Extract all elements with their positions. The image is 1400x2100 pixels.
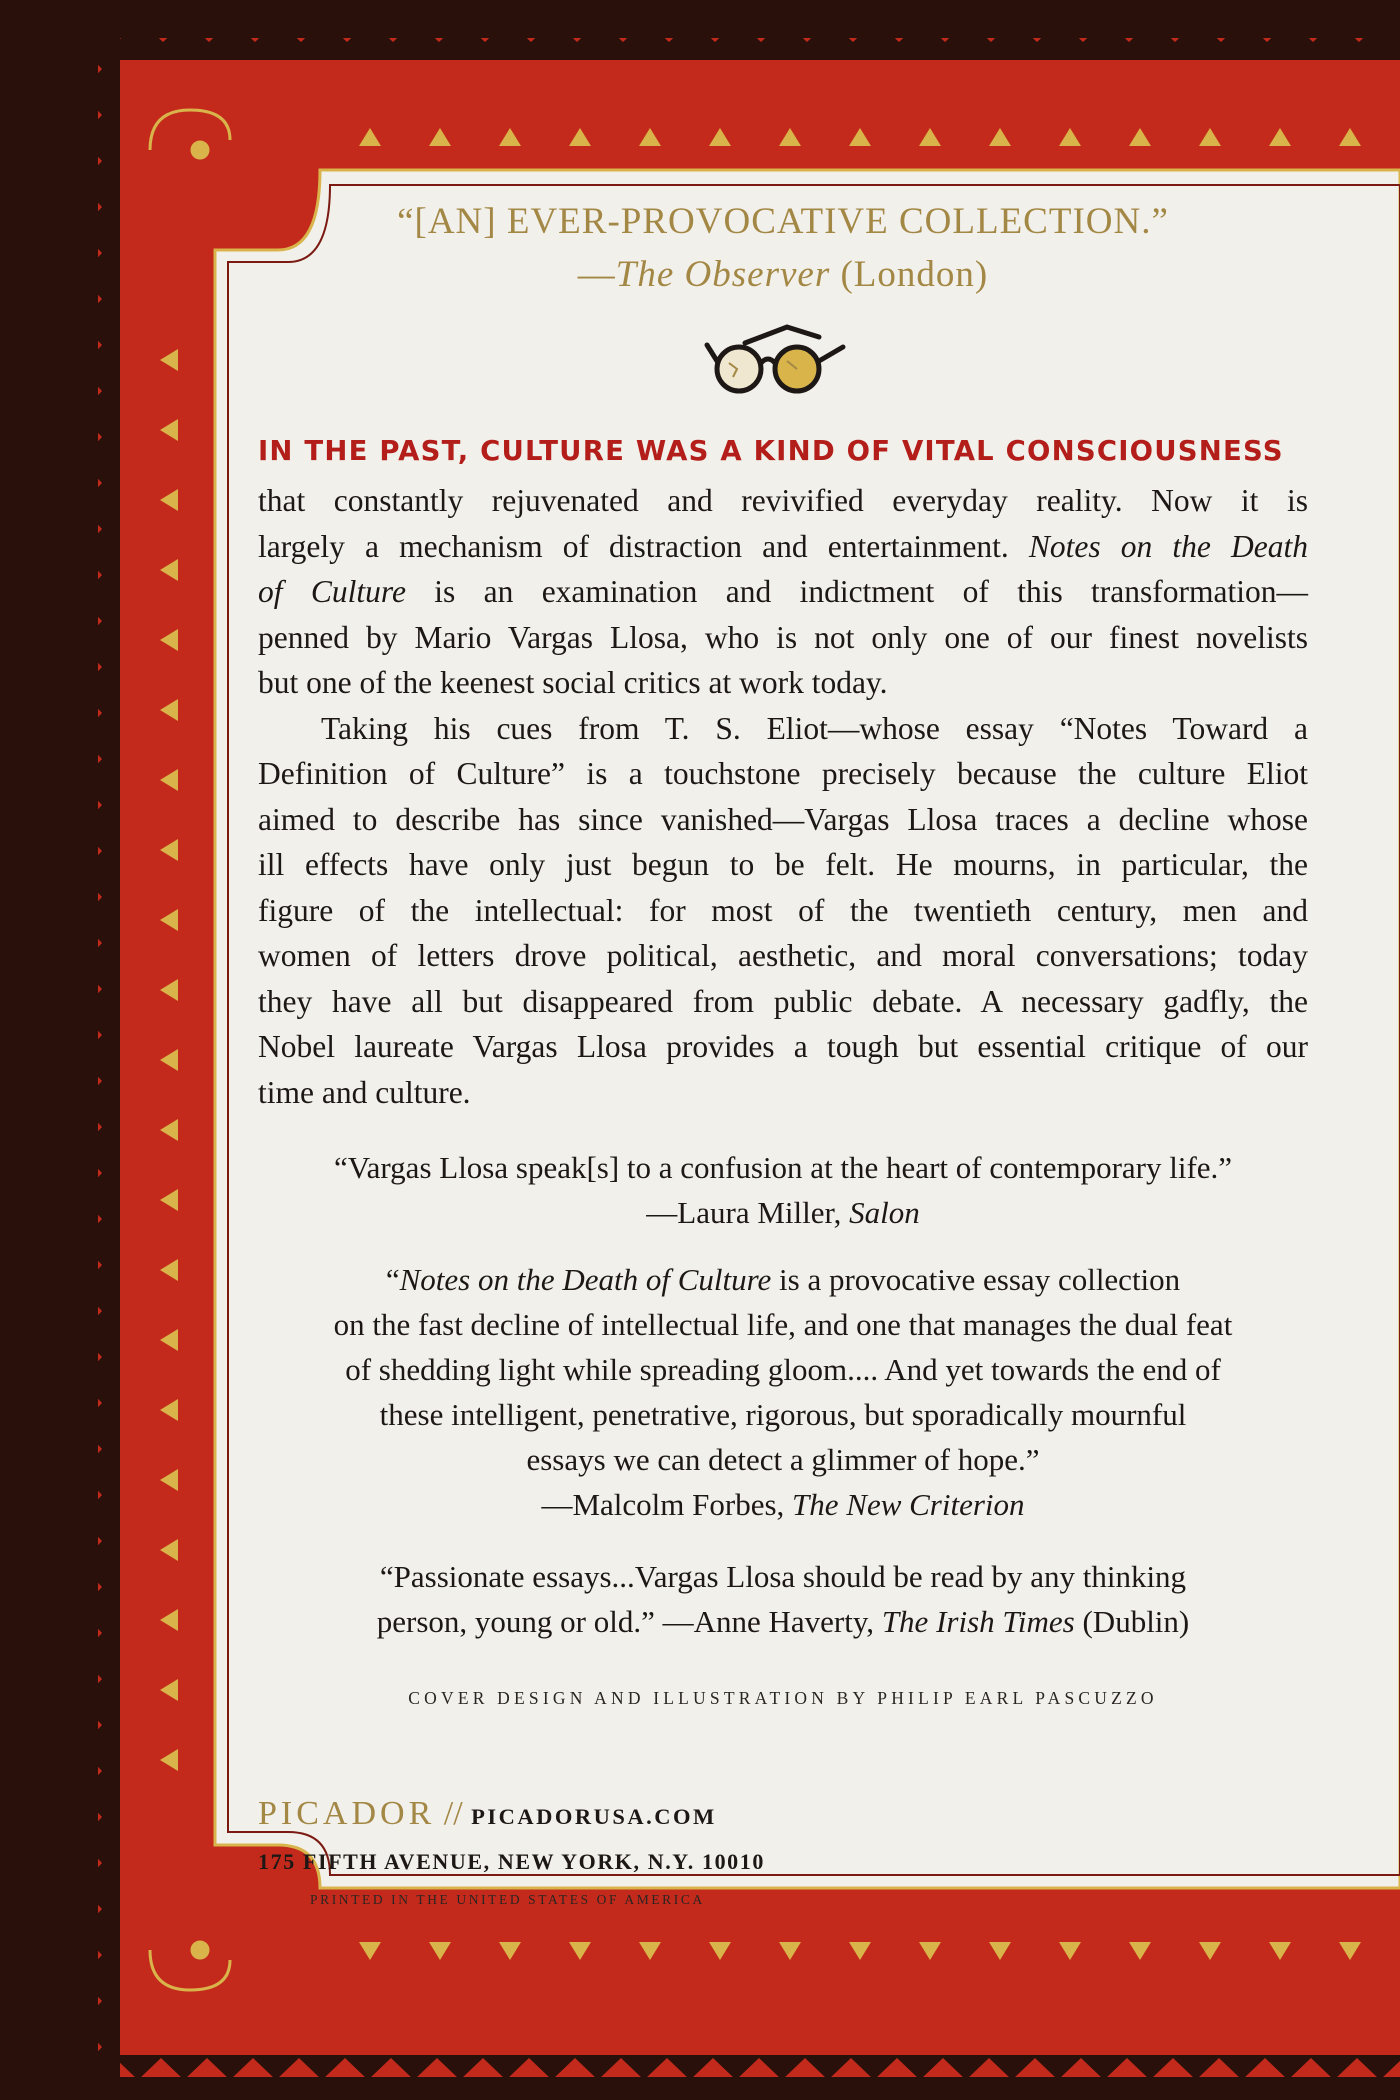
description-line: time and culture. [258,1074,471,1110]
description-line: Nobel laureate Vargas Llosa provides a tough but essential critique of our [258,1029,1308,1064]
description-line: Definition of Culture” is a touchstone precisely because the culture Eliot [258,756,1308,791]
glasses-icon [701,317,851,417]
description-line: penned by Mario Vargas Llosa, who is not only one of our finest novelists [258,619,1308,655]
description-line: aimed to describe has since vanished—Vargas Llosa traces a decline whose [258,801,1308,837]
review-attribution: —Laura Miller, Salon [646,1195,920,1230]
separator: // [435,1795,472,1832]
pull-quote-source: —The Observer (London) [577,254,989,295]
description-line: ill effects have only just begun to be felt. He mourns, in particular, the [258,847,1308,882]
description-line: of Culture is an examination and indictment of this transformation— [258,574,1309,609]
review-quote-new-criterion [258,1257,1308,1527]
review-text: essays we can detect a glimmer of hope.” [526,1442,1040,1477]
publisher-line [258,1795,717,1833]
review-text: “Notes on the Death of Culture is a provocative essay collection [385,1262,1181,1297]
pull-quote-publication: The Observer [615,254,831,295]
gold-triangles-top [359,128,1361,146]
description-line: figure of the intellectual: for most of the twentieth century, men and [258,892,1308,928]
description-line: women of letters drove political, aesthetic, and moral conversations; today [258,938,1308,973]
review-quote-irish-times [258,1554,1308,1644]
publisher-url: PICADORUSA.COM [471,1804,717,1829]
printed-in: PRINTED IN THE UNITED STATES OF AMERICA [310,1892,705,1907]
review-text: these intelligent, penetrative, rigorous, but sporadically mournful [379,1397,1187,1432]
review-text: “Vargas Llosa speak[s] to a confusion at the heart of contemporary life.” [333,1150,1233,1185]
review-quote-salon [258,1145,1308,1235]
review-attribution: —Malcolm Forbes, The New Criterion [541,1487,1025,1522]
gold-triangles-bottom [359,1942,1361,1960]
description-line: Taking his cues from T. S. Eliot—whose essay “Notes Toward a [321,710,1308,746]
lead-in-headline: IN THE PAST, CULTURE WAS A KIND OF VITAL CONSCIOUSNESS [258,435,1284,467]
description [258,478,1308,1115]
cover-credit: COVER DESIGN AND ILLUSTRATION BY PHILIP EARL PASCUZZO [408,1688,1158,1708]
cover-text [258,195,1309,1907]
description-line: they have all but disappeared from public debate. A necessary gadfly, the [258,983,1308,1019]
publisher-name: PICADOR [258,1795,436,1832]
description-line: that constantly rejuvenated and revivified everyday reality. Now it is [258,483,1308,518]
review-text: of shedding light while spreading gloom.... And yet towards the end of [345,1352,1221,1387]
description-line: largely a mechanism of distraction and entertainment. Notes on the Death [258,528,1309,564]
review-text: “Passionate essays...Vargas Llosa should be read by any thinking [379,1559,1187,1594]
publisher-address: 175 FIFTH AVENUE, NEW YORK, N.Y. 10010 [258,1849,765,1874]
review-text: on the fast decline of intellectual life, and one that manages the dual feat [333,1307,1233,1342]
pull-quote: “[AN] EVER-PROVOCATIVE COLLECTION.” [397,201,1169,242]
review-text: person, young or old.” —Anne Haverty, The Irish Times (Dublin) [376,1604,1190,1639]
description-line: but one of the keenest social critics at work today. [258,665,888,700]
